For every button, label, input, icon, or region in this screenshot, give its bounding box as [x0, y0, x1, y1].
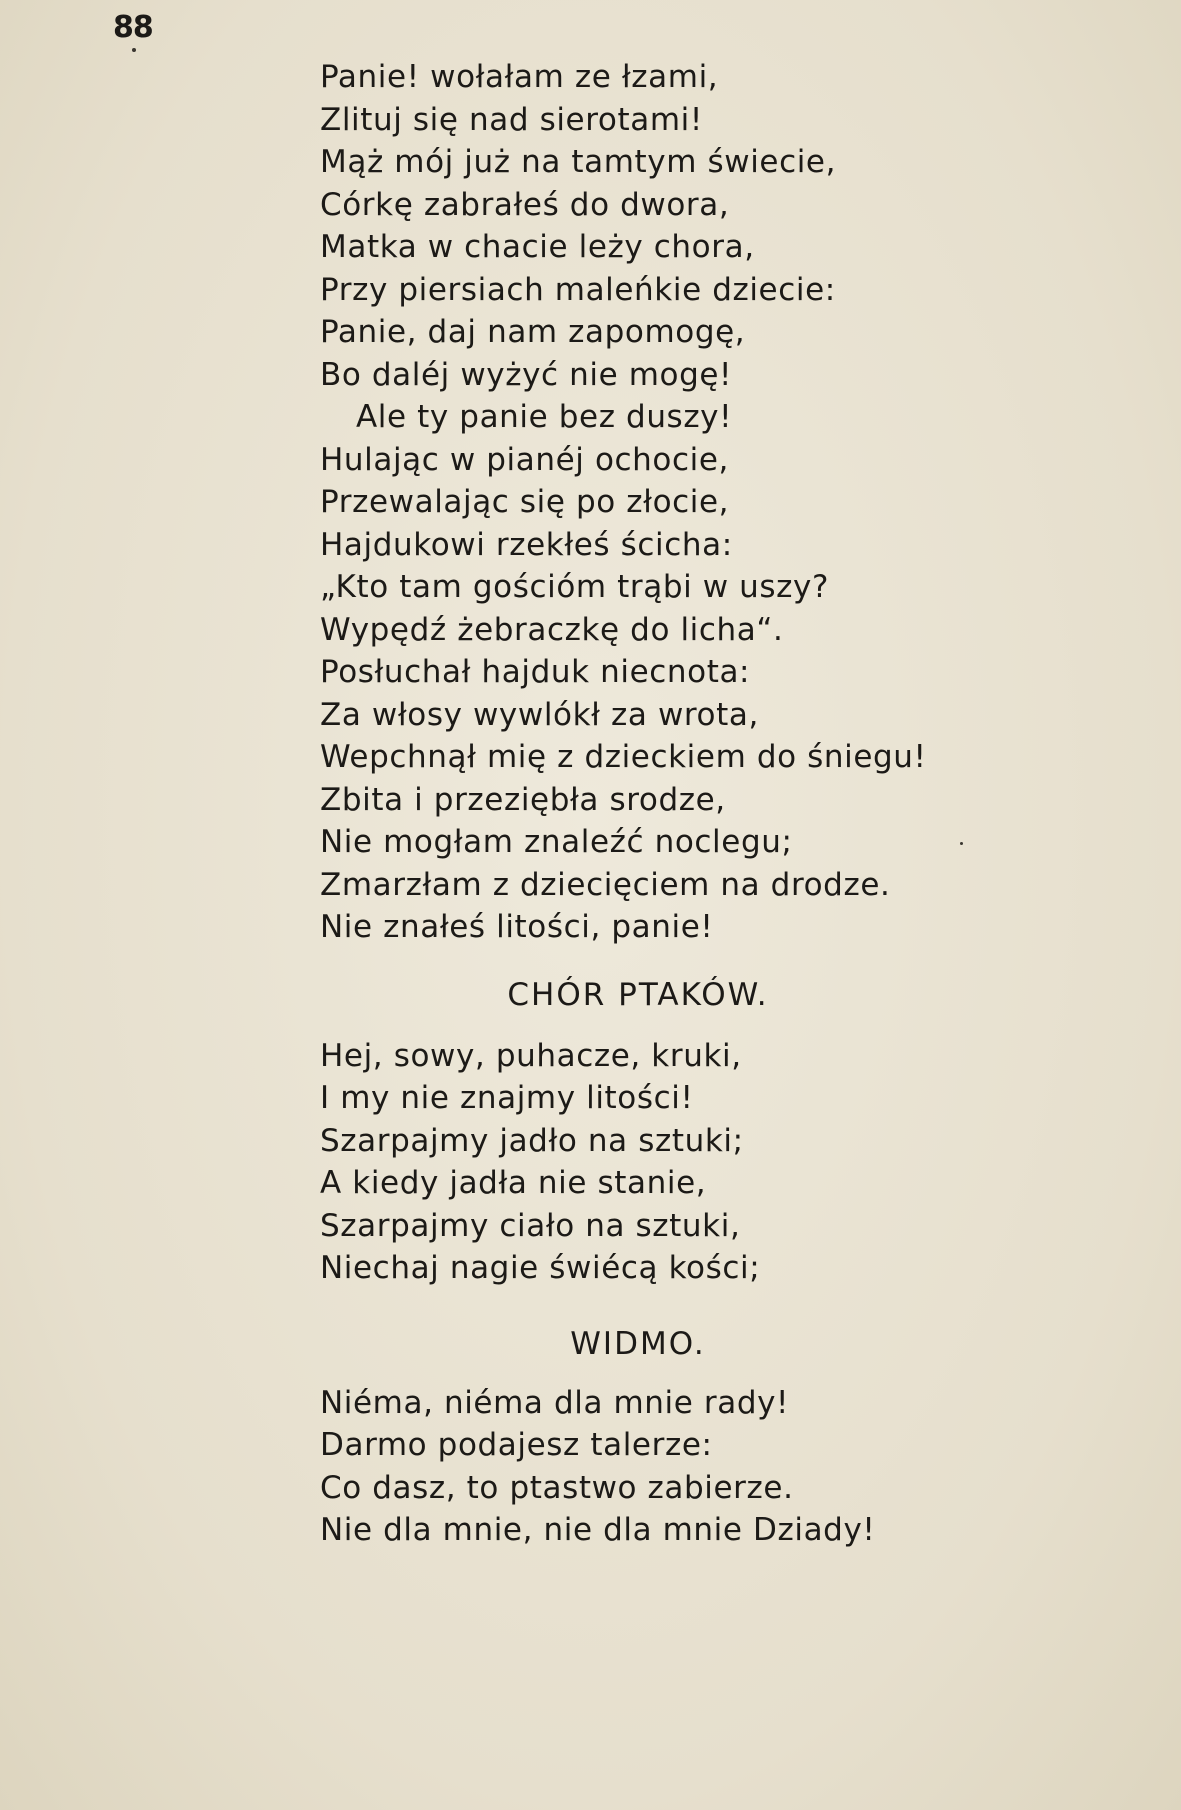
verse-line: Posłuchał hajduk niecnota:	[320, 654, 751, 690]
verse-line: Nie dla mnie, nie dla mnie Dziady!	[320, 1512, 876, 1548]
stanza-chorus	[320, 1035, 1140, 1290]
verse-line: Matka w chacie leży chora,	[320, 229, 755, 265]
verse-line: Bo daléj wyżyć nie mogę!	[320, 356, 733, 393]
verse-line: Mąż mój już na tamtym świecie,	[320, 144, 837, 180]
verse-line: Niechaj nagie świécą kości;	[320, 1250, 761, 1286]
verse-line: A kiedy jadła nie stanie,	[320, 1165, 707, 1201]
verse-line: Ale ty panie bez duszy!	[356, 399, 733, 435]
verse-line: Córkę zabrałeś do dwora,	[320, 186, 730, 223]
poem-content	[320, 56, 1140, 1552]
verse-line: Wepchnął mię z dzieckiem do śniegu!	[320, 739, 927, 775]
stanza-widmo	[320, 1382, 1140, 1552]
verse-line: Zbita i przeziębła srodze,	[320, 781, 726, 818]
page-number: 88	[113, 10, 153, 45]
verse-line: Szarpajmy jadło na sztuki;	[320, 1122, 744, 1159]
verse-line: Przy piersiach maleńkie dziecie:	[320, 271, 836, 308]
verse-line: Przewalając się po złocie,	[320, 484, 730, 520]
section-heading-chorus: CHÓR PTAKÓW.	[507, 976, 769, 1013]
verse-line: Nie znałeś litości, panie!	[320, 909, 714, 945]
verse-line: Za włosy wywlókł za wrota,	[320, 696, 759, 733]
verse-line: Hulając w pianéj ochocie,	[320, 441, 729, 478]
print-speck	[960, 842, 963, 845]
verse-line: Niéma, niéma dla mnie rady!	[320, 1384, 790, 1421]
section-heading-widmo: WIDMO.	[570, 1325, 706, 1362]
verse-line: Szarpajmy ciało na sztuki,	[320, 1207, 741, 1244]
verse-line: Co dasz, to ptastwo zabierze.	[320, 1469, 794, 1506]
verse-line: Hajdukowi rzekłeś ścicha:	[320, 526, 733, 563]
verse-line: Darmo podajesz talerze:	[320, 1427, 713, 1463]
stanza-lament	[320, 56, 1140, 949]
verse-line: Wypędź żebraczkę do licha“.	[320, 611, 784, 648]
verse-line: Nie mogłam znaleźć noclegu;	[320, 824, 793, 860]
verse-line: Zlituj się nad sierotami!	[320, 101, 703, 138]
verse-line: Panie! wołałam ze łzami,	[320, 59, 719, 95]
print-speck	[132, 48, 136, 52]
verse-line: „Kto tam gościóm trąbi w uszy?	[320, 569, 830, 605]
verse-line: I my nie znajmy litości!	[320, 1080, 694, 1116]
verse-line: Panie, daj nam zapomogę,	[320, 314, 746, 350]
verse-line: Hej, sowy, puhacze, kruki,	[320, 1037, 742, 1074]
verse-line: Zmarzłam z dziecięciem na drodze.	[320, 866, 891, 903]
